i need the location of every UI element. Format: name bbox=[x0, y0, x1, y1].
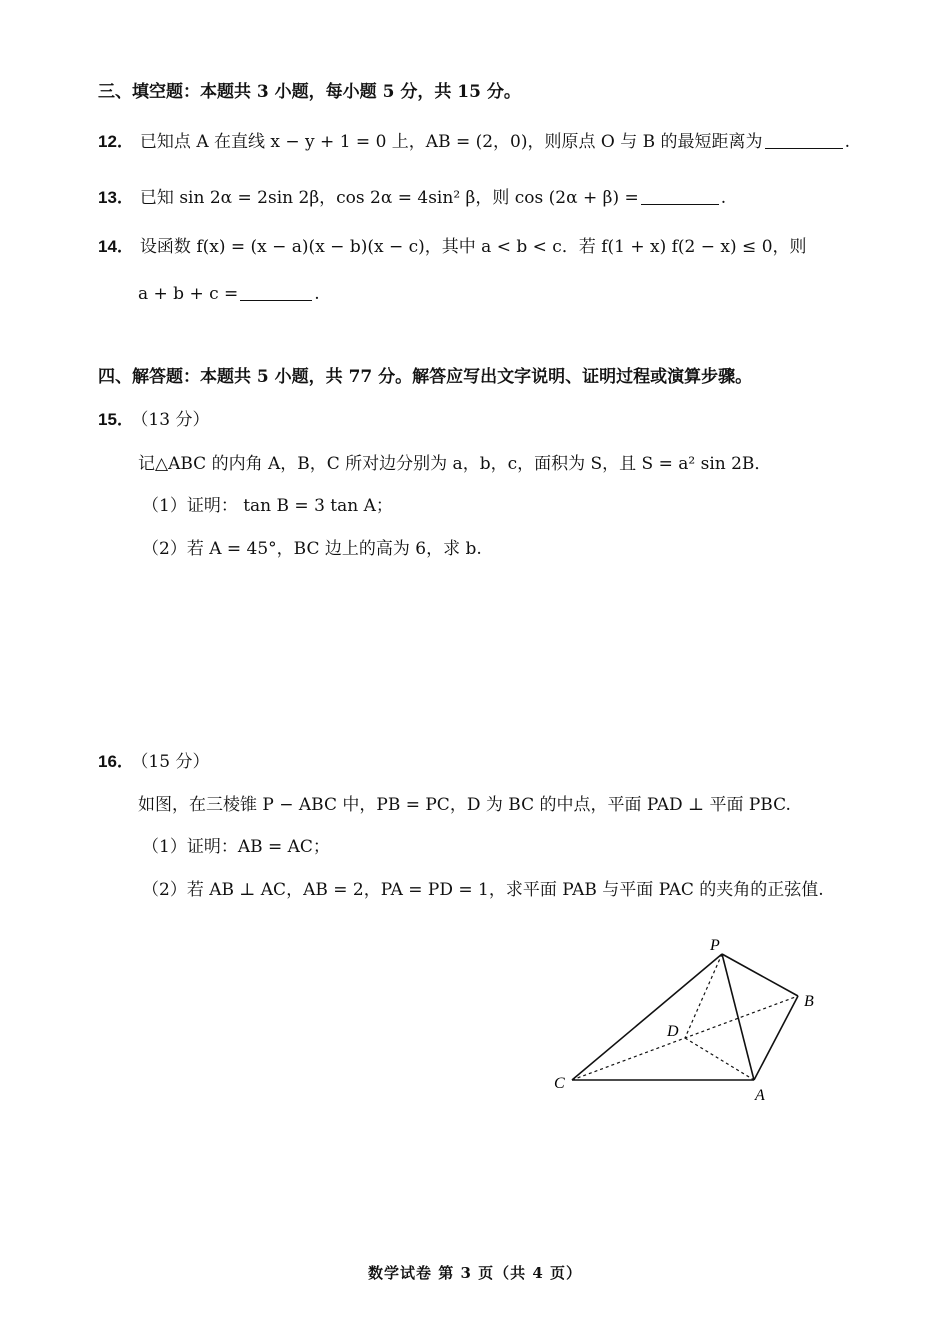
question-16-header bbox=[98, 750, 209, 774]
question-14-number: 14． bbox=[98, 237, 134, 256]
question-13-answer-blank[interactable] bbox=[641, 188, 719, 205]
question-15-number: 15． bbox=[98, 410, 134, 429]
question-15-score: （13 分） bbox=[139, 410, 210, 430]
question-14-text: 设函数 f(x) = (x − a)(x − b)(x − c)，其中 a < b < c．若 f(1 + x) f(2 − x) ≤ 0，则 bbox=[139, 237, 807, 257]
edge-PC bbox=[572, 954, 722, 1080]
question-12 bbox=[98, 130, 850, 154]
question-15-part-1: （1）证明： tan B = 3 tan A； bbox=[142, 496, 393, 516]
question-13-end: . bbox=[720, 188, 727, 208]
question-13 bbox=[98, 186, 726, 210]
label-A: A bbox=[755, 1087, 765, 1104]
edge-PA bbox=[722, 954, 754, 1080]
segment-PD-hidden bbox=[685, 954, 722, 1038]
pyramid-figure bbox=[548, 936, 838, 1106]
question-12-number: 12． bbox=[98, 132, 134, 151]
segment-DA-hidden bbox=[685, 1038, 754, 1080]
edge-BA bbox=[754, 996, 798, 1080]
label-B: B bbox=[804, 993, 814, 1010]
question-14-answer-blank[interactable] bbox=[240, 284, 312, 301]
question-16-score: （15 分） bbox=[139, 752, 210, 772]
page-footer: 数学试卷 第 3 页（共 4 页） bbox=[368, 1264, 582, 1282]
question-16-number: 16． bbox=[98, 752, 134, 771]
question-14-line2 bbox=[138, 282, 320, 306]
label-P: P bbox=[710, 937, 720, 954]
question-16-part-2: （2）若 AB ⊥ AC，AB = 2，PA = PD = 1，求平面 PAB 与平面 PAC 的夹角的正弦值. bbox=[142, 880, 824, 900]
question-14-end: . bbox=[314, 284, 320, 304]
question-14-line2-text: a + b + c = bbox=[138, 284, 239, 304]
question-12-answer-blank[interactable] bbox=[765, 132, 843, 149]
question-15-part-2: （2）若 A = 45°，BC 边上的高为 6，求 b. bbox=[142, 539, 482, 559]
label-C: C bbox=[554, 1075, 565, 1092]
question-15-stem: 记△ABC 的内角 A，B，C 所对边分别为 a，b，c，面积为 S，且 S = a² sin 2B． bbox=[138, 454, 772, 474]
question-15-header bbox=[98, 408, 209, 432]
question-16-part-1: （1）证明：AB = AC； bbox=[142, 837, 330, 857]
section-3-title: 三、填空题：本题共 3 小题，每小题 5 分，共 15 分。 bbox=[98, 82, 521, 102]
label-D: D bbox=[667, 1023, 679, 1040]
question-12-end: . bbox=[844, 132, 850, 152]
edge-PB bbox=[722, 954, 798, 996]
question-14 bbox=[98, 235, 807, 259]
question-13-text: 已知 sin 2α = 2sin 2β，cos 2α = 4sin² β，则 cos (2α + β) = bbox=[139, 188, 639, 208]
section-4-title: 四、解答题：本题共 5 小题，共 77 分。解答应写出文字说明、证明过程或演算步骤。 bbox=[98, 367, 753, 387]
question-13-number: 13． bbox=[98, 188, 134, 207]
question-16-stem: 如图，在三棱锥 P − ABC 中，PB = PC，D 为 BC 的中点，平面 PAD ⊥ 平面 PBC. bbox=[138, 795, 791, 815]
question-12-text: 已知点 A 在直线 x − y + 1 = 0 上，AB = (2，0)，则原点 O 与 B 的最短距离为 bbox=[139, 132, 763, 152]
